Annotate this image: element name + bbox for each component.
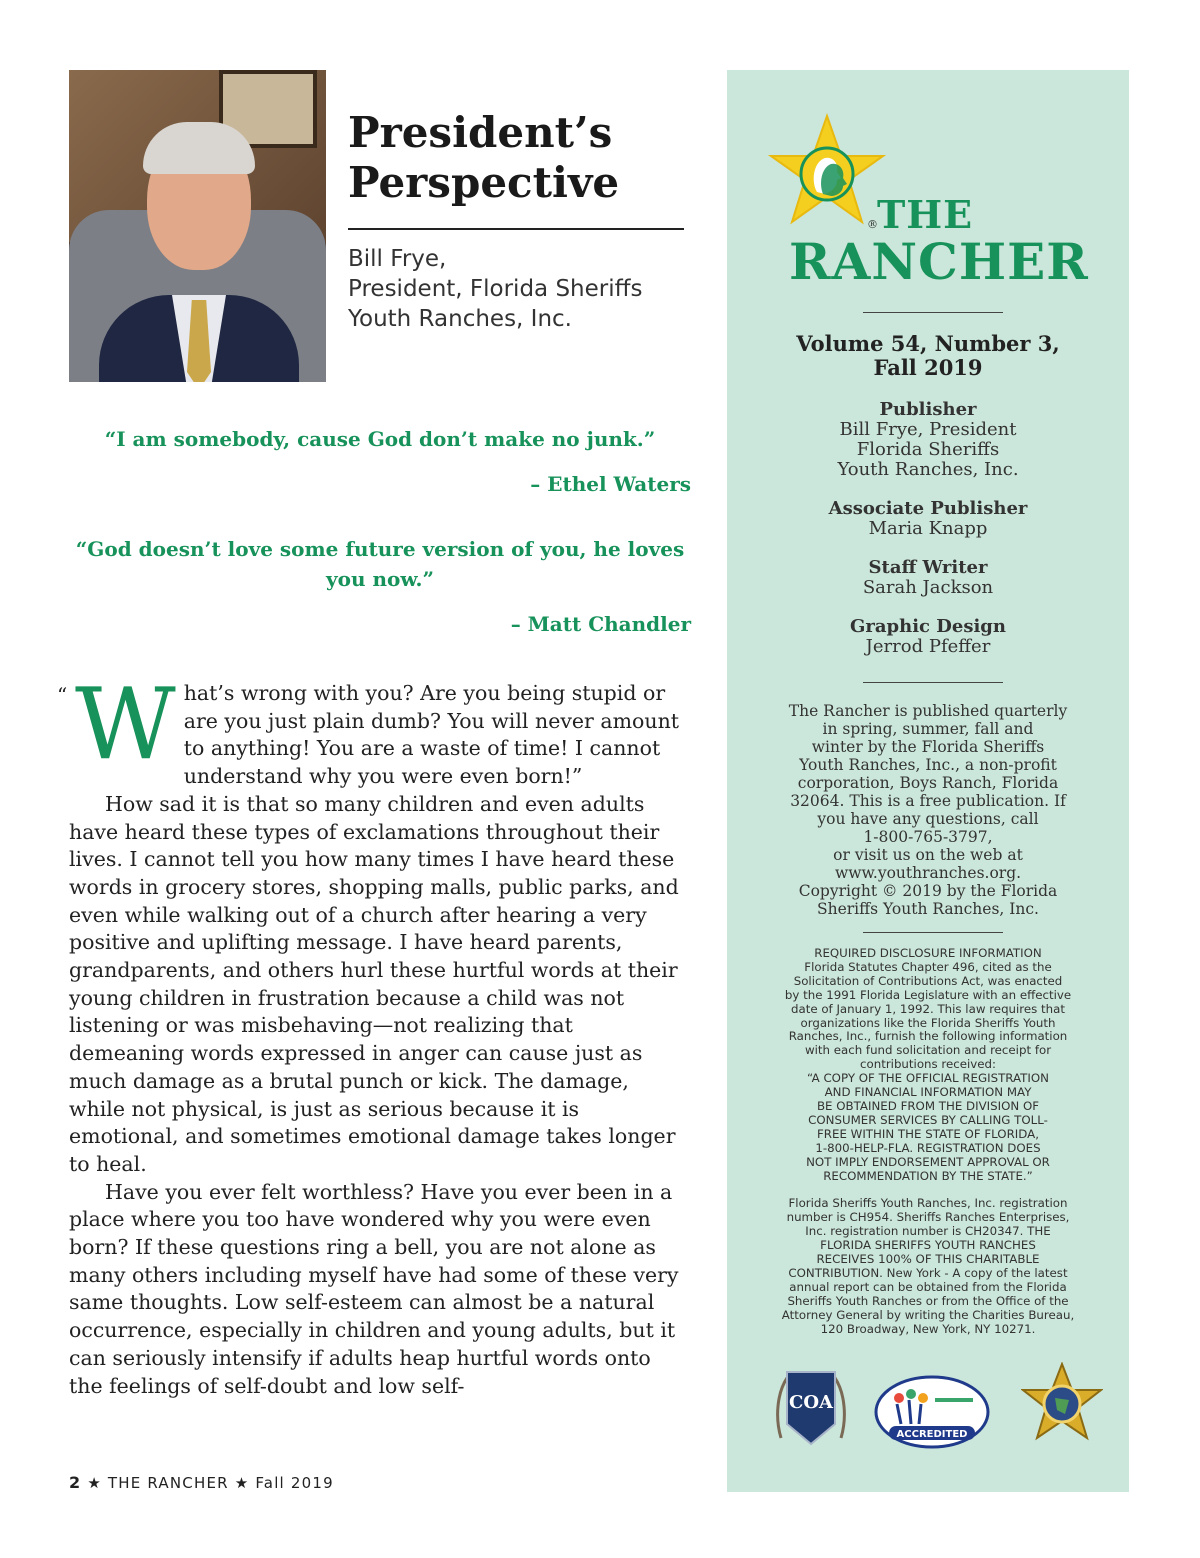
credit-role: Graphic Design <box>850 616 1006 637</box>
credit-name: Youth Ranches, Inc. <box>837 459 1019 480</box>
disclosure-line: CONSUMER SERVICES BY CALLING TOLL- <box>808 1112 1048 1127</box>
disclosure-line: RECEIVES 100% OF THIS CHARITABLE <box>816 1252 1040 1267</box>
article-body <box>57 668 689 1400</box>
star-logo-icon <box>767 112 887 232</box>
article-paragraph-3: Have you ever felt worthless? Have you ever been in a place where you too have wondered why you were even born? If these questions ring a bell, you are not alone as many others including myself have had some of these very same thoughts. Low self-esteem can almost be a natural occurrence, especially in children and young adults, but it can seriously intensify if adults heap hurtful words onto the feelings of self-doubt and low self- <box>69 1179 679 1398</box>
title-divider <box>348 228 684 230</box>
logo-the: THE <box>877 192 974 237</box>
disclosure-line: Attorney General by writing the Charities Bureau, <box>781 1307 1075 1322</box>
volume-number: Volume 54, Number 3, <box>796 331 1060 356</box>
pubinfo-line: winter by the Florida Sheriffs <box>811 738 1045 756</box>
coa-badge-icon <box>775 1368 847 1450</box>
opening-quote-mark: “ <box>57 683 68 707</box>
publication-info <box>757 702 1099 918</box>
credit-role: Publisher <box>879 399 977 420</box>
credit-name: Florida Sheriffs <box>856 439 1000 460</box>
byline-organization: Youth Ranches, Inc. <box>348 306 572 332</box>
credit-staff-writer <box>727 558 1129 598</box>
aca-accredited-badge-icon <box>873 1374 991 1450</box>
phone-number: 1-800-765-3797, <box>863 828 993 846</box>
disclosure-line: FREE WITHIN THE STATE OF FLORIDA, <box>817 1126 1039 1141</box>
quote-2-text: “God doesn’t love some future version of you, he loves you now.” <box>75 537 685 591</box>
pubinfo-line: 32064. This is a free publication. If <box>790 792 1066 810</box>
pubinfo-line: Sheriffs Youth Ranches, Inc. <box>817 900 1039 918</box>
byline <box>348 244 708 334</box>
byline-name: Bill Frye, <box>348 246 447 272</box>
disclosure-line: 120 Broadway, New York, NY 10271. <box>820 1321 1036 1336</box>
pubinfo-line: in spring, summer, fall and <box>822 720 1034 738</box>
credit-name: Bill Frye, President <box>839 419 1017 440</box>
disclosure-line: annual report can be obtained from the Florida <box>789 1279 1067 1294</box>
disclosure-line: Ranches, Inc., furnish the following information <box>788 1029 1068 1044</box>
article-paragraph-1 <box>69 668 689 791</box>
credit-graphic-design <box>727 617 1129 657</box>
credit-publisher <box>727 400 1129 480</box>
disclosure-paragraph-2 <box>763 1197 1093 1336</box>
title-line-1: President’s <box>348 108 613 157</box>
aca-badge-text: ACCREDITED <box>896 1429 968 1440</box>
accreditation-badges <box>767 1360 1097 1460</box>
disclosure-line: contributions received: <box>860 1057 996 1072</box>
pubinfo-line: you have any questions, call <box>817 810 1039 828</box>
page-title <box>348 108 688 208</box>
disclosure-line: organizations like the Florida Sheriffs Youth <box>800 1015 1056 1030</box>
disclosure-line: Inc. registration number is CH20347. THE <box>805 1224 1051 1239</box>
logo-divider <box>863 312 1003 313</box>
disclosure-line: Florida Sheriffs Youth Ranches, Inc. registration <box>788 1196 1068 1211</box>
byline-position: President, Florida Sheriffs <box>348 276 643 302</box>
pubinfo-line: corporation, Boys Ranch, Florida <box>797 774 1059 792</box>
coa-badge-text: COA <box>789 1392 833 1413</box>
volume-season: Fall 2019 <box>873 355 983 380</box>
disclosure-line: FLORIDA SHERIFFS YOUTH RANCHES <box>820 1238 1036 1253</box>
registered-mark: ® <box>867 218 878 231</box>
footer-text: ★ THE RANCHER ★ Fall 2019 <box>87 1474 334 1492</box>
sheriff-star-badge-icon <box>1021 1362 1103 1452</box>
credits-divider <box>863 682 1003 683</box>
credit-role: Staff Writer <box>868 557 988 578</box>
quote-2-author: – Matt Chandler <box>510 612 691 636</box>
website-link[interactable]: www.youthranches.org. <box>834 864 1022 882</box>
credit-role: Associate Publisher <box>828 498 1028 519</box>
disclosure-line: by the 1991 Florida Legislature with an effective <box>784 987 1072 1002</box>
logo-rancher: RANCHER <box>789 232 1089 291</box>
pubinfo-line: Copyright © 2019 by the Florida <box>798 882 1058 900</box>
credit-associate-publisher <box>727 499 1129 539</box>
pubinfo-line: Youth Ranches, Inc., a non-profit <box>799 756 1057 774</box>
disclosure-line: Florida Statutes Chapter 496, cited as the <box>804 959 1052 974</box>
credit-name: Sarah Jackson <box>862 577 994 598</box>
disclosure-line: 1-800-HELP-FLA. REGISTRATION DOES <box>815 1140 1041 1155</box>
disclosure-line: RECOMMENDATION BY THE STATE.” <box>823 1168 1033 1183</box>
title-line-2: Perspective <box>348 158 620 207</box>
disclosure-line: Sheriffs Youth Ranches or from the Office of the <box>787 1293 1069 1308</box>
article-paragraph-2: How sad it is that so many children and even adults have heard these types of exclamations throughout their lives. I cannot tell you how many times I have heard these words in grocery stores, shopping malls, public parks, and even while walking out of a church after hearing a very positive and uplifting message. I have heard parents, grandparents, and others hurl these hurtful words at their young children in frustration because a child was not listening or was misbehaving—not realizing that demeaning words expressed in anger can cause just as much damage as a brutal punch or kick. The damage, while not physical, is just as serious because it is emotional, and sometimes emotional damage takes longer to heal. <box>69 791 679 1176</box>
pubinfo-line: The Rancher is published quarterly <box>788 702 1068 720</box>
disclosure-line: Solicitation of Contributions Act, was enacted <box>793 973 1063 988</box>
required-disclosure <box>763 947 1093 1350</box>
masthead-sidebar <box>727 70 1129 1492</box>
volume-info <box>727 332 1129 380</box>
disclosure-paragraph-1 <box>763 947 1093 1183</box>
drop-cap: W <box>75 668 176 782</box>
disclosure-line: BE OBTAINED FROM THE DIVISION OF <box>816 1098 1040 1113</box>
disclosure-line: with each fund solicitation and receipt for <box>804 1043 1052 1058</box>
credit-name: Maria Knapp <box>868 518 988 539</box>
quote-1-text: “I am somebody, cause God don’t make no junk.” <box>104 427 656 451</box>
president-photo <box>69 70 326 382</box>
staff-credits <box>727 400 1129 676</box>
disclosure-line: “A COPY OF THE OFFICIAL REGISTRATION <box>807 1071 1049 1086</box>
disclosure-line: REQUIRED DISCLOSURE INFORMATION <box>814 946 1042 960</box>
credit-name: Jerrod Pfeffer <box>865 636 991 657</box>
quote-1-author: – Ethel Waters <box>530 472 691 496</box>
page-footer <box>69 1473 334 1492</box>
disclosure-line: NOT IMPLY ENDORSEMENT APPROVAL OR <box>806 1154 1050 1169</box>
disclosure-line: AND FINANCIAL INFORMATION MAY <box>824 1085 1032 1100</box>
disclosure-line: number is CH954. Sheriffs Ranches Enterprises, <box>786 1210 1070 1225</box>
pubinfo-divider <box>863 932 1003 933</box>
disclosure-line: date of January 1, 1992. This law requires that <box>790 1001 1066 1016</box>
page-number: 2 <box>69 1473 82 1492</box>
disclosure-line: CONTRIBUTION. New York - A copy of the latest <box>788 1265 1068 1280</box>
pubinfo-line: or visit us on the web at <box>833 846 1023 864</box>
paragraph-text: hat’s wrong with you? Are you being stupid or are you just plain dumb? You will never amount to anything! You are a waste of time! I cannot understand why you were even born!” <box>183 681 680 789</box>
